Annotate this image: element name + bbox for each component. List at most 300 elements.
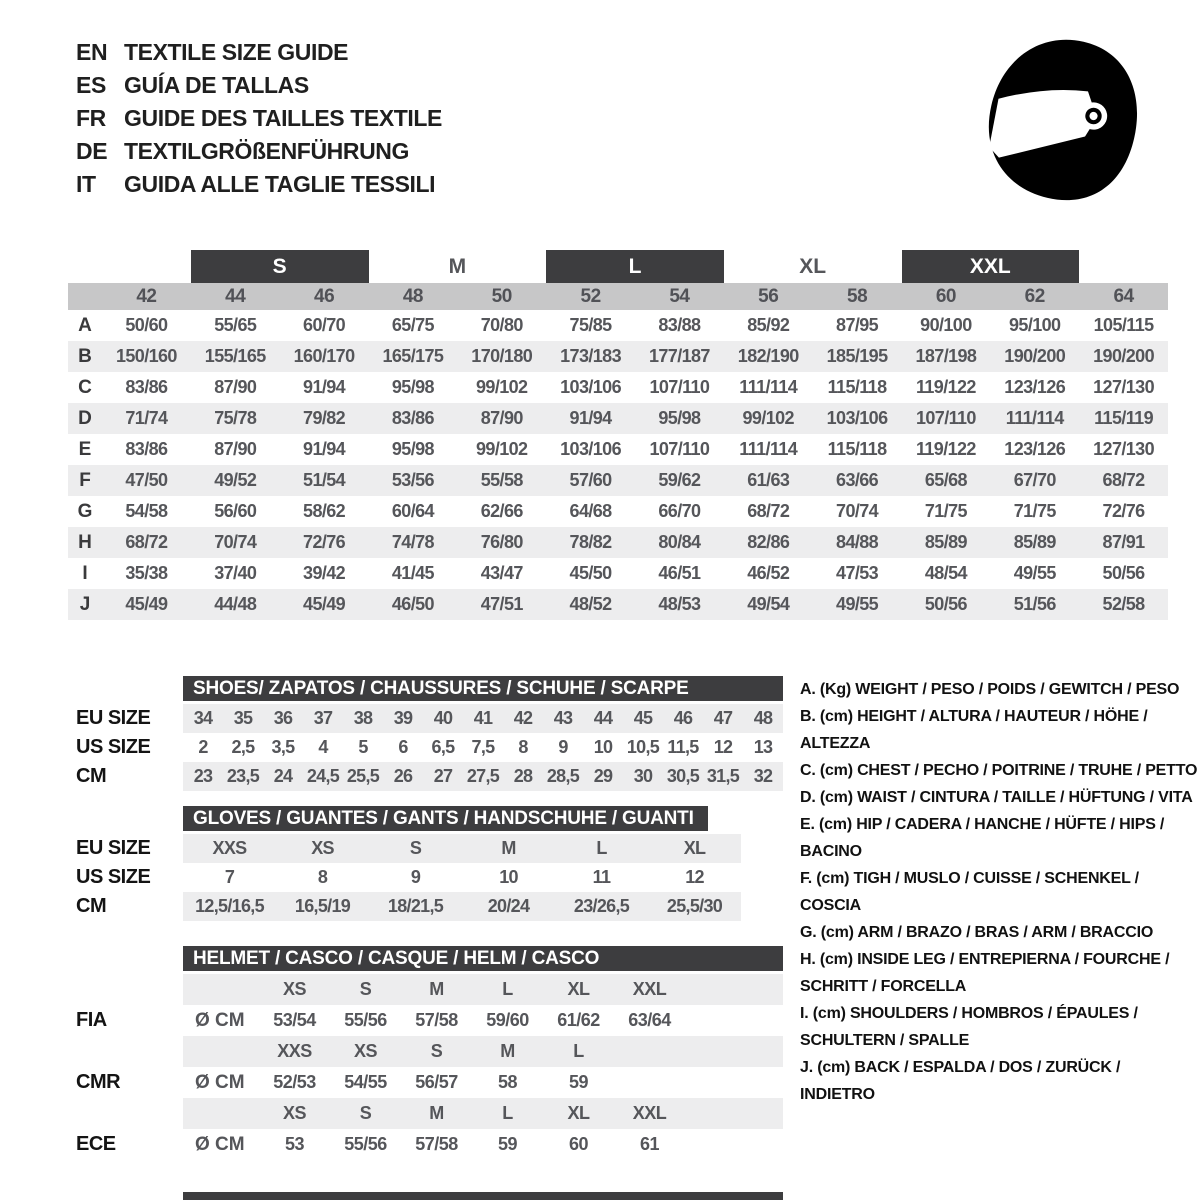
size-value: 43 bbox=[553, 708, 573, 728]
language-code: DE bbox=[76, 138, 108, 164]
numeric-size-label: 42 bbox=[136, 285, 157, 307]
size-value: 56/60 bbox=[214, 501, 257, 521]
section-row bbox=[76, 863, 741, 892]
numeric-size-label: 46 bbox=[314, 285, 335, 307]
size-value: 32 bbox=[753, 766, 773, 786]
size-group-m: M bbox=[448, 254, 467, 278]
size-value: 48/52 bbox=[569, 594, 612, 614]
size-value: 55/58 bbox=[480, 470, 523, 490]
size-value: XXS bbox=[212, 838, 247, 858]
row-label: US SIZE bbox=[76, 866, 151, 888]
size-value: 47/50 bbox=[125, 470, 168, 490]
size-value: 49/54 bbox=[747, 594, 790, 614]
size-value: 39 bbox=[393, 708, 413, 728]
size-value: 7 bbox=[224, 867, 235, 887]
helmet-size-label: XXL bbox=[632, 979, 667, 999]
size-value: 34 bbox=[193, 708, 213, 728]
size-value: 68/72 bbox=[1102, 470, 1145, 490]
standard-label: FIA bbox=[76, 1009, 107, 1031]
size-value: 45/49 bbox=[125, 594, 168, 614]
size-value: 12 bbox=[685, 867, 704, 887]
row-values bbox=[183, 1129, 783, 1160]
size-value: 74/78 bbox=[391, 532, 434, 552]
size-value: 64/68 bbox=[569, 501, 612, 521]
helmet-size-row bbox=[76, 1098, 783, 1129]
size-value: 103/106 bbox=[826, 408, 888, 428]
measurement-row-e bbox=[68, 434, 1168, 465]
size-value: 78/82 bbox=[569, 532, 612, 552]
legend-item: B. (cm) HEIGHT / ALTURA / HAUTEUR / HÖHE / ALTEZZA bbox=[800, 708, 1148, 752]
size-value: 71/75 bbox=[924, 501, 967, 521]
size-value: 41/45 bbox=[391, 563, 434, 583]
language-row bbox=[76, 36, 442, 69]
numeric-size-label: 50 bbox=[491, 285, 512, 307]
helmet-size-label: S bbox=[359, 979, 372, 999]
gloves-section bbox=[76, 806, 741, 921]
row-letter: B bbox=[78, 345, 92, 367]
size-value: 85/89 bbox=[924, 532, 967, 552]
row-letter: C bbox=[78, 376, 92, 398]
size-value: 173/183 bbox=[560, 346, 622, 366]
size-value: 7,5 bbox=[471, 737, 495, 757]
size-value: 57/58 bbox=[415, 1010, 458, 1030]
measurement-row-d bbox=[68, 403, 1168, 434]
helmet-size-row bbox=[76, 1036, 783, 1067]
gloves-section-header: GLOVES / GUANTES / GANTS / HANDSCHUHE / GUANTI bbox=[183, 806, 708, 831]
size-value: 87/90 bbox=[214, 439, 257, 459]
size-value: 107/110 bbox=[649, 439, 710, 459]
size-value: 25,5 bbox=[346, 766, 380, 786]
unit-spacer bbox=[183, 974, 259, 1005]
helmet-size-label: L bbox=[502, 1103, 513, 1123]
legend-item: C. (cm) CHEST / PECHO / POITRINE / TRUHE / PETTO bbox=[800, 762, 1198, 779]
row-values bbox=[183, 762, 783, 791]
size-value: 91/94 bbox=[303, 439, 346, 459]
size-value: 91/94 bbox=[569, 408, 612, 428]
shoes-rows bbox=[76, 704, 783, 791]
helmet-size-label: M bbox=[500, 1041, 515, 1061]
size-value: 80/84 bbox=[658, 532, 701, 552]
measurement-row-h bbox=[68, 527, 1168, 558]
standard-label: CMR bbox=[76, 1071, 121, 1093]
size-value: 155/165 bbox=[204, 346, 266, 366]
legend-item: A. (Kg) WEIGHT / PESO / POIDS / GEWITCH / PESO bbox=[800, 681, 1180, 698]
helmet-size-label: XXS bbox=[277, 1041, 312, 1061]
size-value: 60 bbox=[568, 1134, 589, 1154]
size-value: 53/56 bbox=[391, 470, 434, 490]
size-value: 107/110 bbox=[649, 377, 710, 397]
size-value: 72/76 bbox=[303, 532, 346, 552]
size-value: 51/56 bbox=[1013, 594, 1056, 614]
helmet-size-label: XS bbox=[282, 979, 306, 999]
size-value: 47 bbox=[713, 708, 733, 728]
size-value: 12 bbox=[713, 737, 733, 757]
size-value: 127/130 bbox=[1093, 439, 1155, 459]
legend-item: F. (cm) TIGH / MUSLO / CUISSE / SCHENKEL / COSCIA bbox=[800, 870, 1139, 914]
size-value: 55/56 bbox=[344, 1134, 387, 1154]
size-value: 11,5 bbox=[667, 737, 699, 757]
size-value: 29 bbox=[593, 766, 613, 786]
size-value: 103/106 bbox=[560, 439, 622, 459]
size-value: 60/70 bbox=[303, 315, 346, 335]
textile-size-table bbox=[68, 250, 1168, 620]
numeric-size-label: 58 bbox=[847, 285, 868, 307]
size-value: 44 bbox=[593, 708, 613, 728]
size-value: 53 bbox=[284, 1134, 305, 1154]
row-sizes bbox=[183, 1098, 783, 1129]
size-value: 39/42 bbox=[303, 563, 346, 583]
size-value: 61/62 bbox=[557, 1010, 600, 1030]
size-group-s: S bbox=[191, 250, 369, 283]
size-value: 49/52 bbox=[214, 470, 257, 490]
size-value: 160/170 bbox=[293, 346, 355, 366]
language-row bbox=[76, 135, 442, 168]
partial-section-bar bbox=[183, 1192, 783, 1200]
size-value: 182/190 bbox=[737, 346, 799, 366]
helmet-size-label: M bbox=[429, 1103, 444, 1123]
size-value: 46/52 bbox=[747, 563, 790, 583]
size-value: 71/74 bbox=[125, 408, 168, 428]
helmet-size-label: L bbox=[573, 1041, 584, 1061]
size-value: 59 bbox=[568, 1072, 589, 1092]
size-value: 70/74 bbox=[836, 501, 879, 521]
size-value: 8 bbox=[317, 867, 328, 887]
size-value: 53/54 bbox=[273, 1010, 316, 1030]
row-label bbox=[76, 974, 183, 1005]
row-values bbox=[183, 863, 741, 892]
size-value: 123/126 bbox=[1004, 439, 1066, 459]
size-value: 20/24 bbox=[487, 896, 530, 916]
size-value: 10,5 bbox=[626, 737, 660, 757]
size-value: 58 bbox=[497, 1072, 518, 1092]
size-value: 83/88 bbox=[658, 315, 701, 335]
size-value: 115/118 bbox=[827, 439, 887, 459]
size-value: 50/60 bbox=[125, 315, 168, 335]
size-value: 83/86 bbox=[391, 408, 434, 428]
language-row bbox=[76, 69, 442, 102]
row-values bbox=[183, 733, 783, 762]
size-value: 91/94 bbox=[303, 377, 346, 397]
legend-item: D. (cm) WAIST / CINTURA / TAILLE / HÜFTUNG / VITA bbox=[800, 789, 1193, 806]
size-value: 35 bbox=[233, 708, 253, 728]
size-value: 165/175 bbox=[382, 346, 444, 366]
language-code: ES bbox=[76, 72, 106, 98]
helmet-icon bbox=[966, 28, 1158, 210]
gloves-rows bbox=[76, 834, 741, 921]
legend-item: I. (cm) SHOULDERS / HOMBROS / ÉPAULES / SCHULTERN / SPALLE bbox=[800, 1005, 1138, 1049]
size-value: 9 bbox=[410, 867, 421, 887]
row-values bbox=[183, 1067, 783, 1098]
row-values bbox=[183, 834, 741, 863]
row-letter: I bbox=[82, 562, 88, 584]
size-value: 62/66 bbox=[480, 501, 523, 521]
size-value: 38 bbox=[353, 708, 373, 728]
size-value: 6 bbox=[398, 737, 408, 757]
helmet-size-label: XL bbox=[567, 1103, 590, 1123]
section-row bbox=[76, 704, 783, 733]
size-value: 10 bbox=[499, 867, 518, 887]
numeric-size-label: 48 bbox=[402, 285, 423, 307]
size-value: 48/53 bbox=[658, 594, 701, 614]
size-value: 12,5/16,5 bbox=[195, 896, 264, 916]
size-value: 68/72 bbox=[747, 501, 790, 521]
size-value: 46/50 bbox=[391, 594, 434, 614]
size-value: 4 bbox=[318, 737, 328, 757]
row-letter: E bbox=[78, 438, 92, 460]
size-value: 40 bbox=[433, 708, 453, 728]
size-value: 95/98 bbox=[391, 377, 434, 397]
size-value: 111/114 bbox=[739, 439, 798, 459]
row-label: CM bbox=[76, 765, 107, 787]
size-value: 119/122 bbox=[915, 377, 976, 397]
helmet-standard-row bbox=[76, 1067, 783, 1098]
size-value: 99/102 bbox=[476, 439, 528, 459]
numeric-size-label: 44 bbox=[225, 285, 246, 307]
size-value: 99/102 bbox=[476, 377, 528, 397]
measurement-row-c bbox=[68, 372, 1168, 403]
size-value: 82/86 bbox=[747, 532, 790, 552]
row-letter: H bbox=[78, 531, 92, 553]
standard-label: ECE bbox=[76, 1133, 116, 1155]
size-value: 11 bbox=[592, 867, 611, 887]
size-value: 47/53 bbox=[836, 563, 879, 583]
size-value: 25,5/30 bbox=[666, 896, 723, 916]
guide-title: GUIDE DES TAILLES TEXTILE bbox=[124, 105, 442, 131]
row-sizes bbox=[183, 1036, 783, 1067]
helmet-size-label: XS bbox=[282, 1103, 306, 1123]
size-value: 13 bbox=[753, 737, 773, 757]
unit-label: Ø CM bbox=[195, 1009, 245, 1031]
size-value: 87/90 bbox=[214, 377, 257, 397]
band-corner bbox=[68, 283, 102, 310]
size-value: 75/78 bbox=[214, 408, 257, 428]
size-value: 6,5 bbox=[431, 737, 455, 757]
unit-label: Ø CM bbox=[195, 1071, 245, 1093]
helmet-standard-row bbox=[76, 1129, 783, 1160]
legend-item: G. (cm) ARM / BRAZO / BRAS / ARM / BRACCIO bbox=[800, 924, 1154, 941]
helmet-section bbox=[76, 946, 783, 1160]
measurement-row-b bbox=[68, 341, 1168, 372]
size-value: 24,5 bbox=[306, 766, 340, 786]
size-value: XS bbox=[311, 838, 334, 858]
section-row bbox=[76, 892, 741, 921]
size-value: 46 bbox=[673, 708, 693, 728]
size-value: 87/90 bbox=[480, 408, 523, 428]
size-group-l: L bbox=[546, 250, 724, 283]
size-value: XL bbox=[683, 838, 706, 858]
size-value: 105/115 bbox=[1093, 315, 1154, 335]
size-value: 8 bbox=[518, 737, 528, 757]
size-value: 50/56 bbox=[1102, 563, 1145, 583]
size-value: S bbox=[409, 838, 422, 858]
helmet-size-label: L bbox=[502, 979, 513, 999]
unit-label: Ø CM bbox=[195, 1133, 245, 1155]
helmet-rows bbox=[76, 974, 783, 1160]
row-values bbox=[183, 1005, 783, 1036]
row-sizes bbox=[183, 974, 783, 1005]
size-value: 72/76 bbox=[1102, 501, 1145, 521]
row-label: EU SIZE bbox=[76, 837, 151, 859]
size-value: 28,5 bbox=[546, 766, 580, 786]
row-letter: J bbox=[79, 593, 91, 615]
size-value: 190/200 bbox=[1004, 346, 1066, 366]
helmet-standard-row bbox=[76, 1005, 783, 1036]
size-value: 10 bbox=[593, 737, 613, 757]
measurement-row-a bbox=[68, 310, 1168, 341]
size-value: 170/180 bbox=[471, 346, 533, 366]
helmet-size-label: S bbox=[430, 1041, 443, 1061]
size-value: 95/98 bbox=[658, 408, 701, 428]
size-value: 65/75 bbox=[391, 315, 434, 335]
size-group-xl: XL bbox=[799, 254, 827, 278]
size-value: 52/58 bbox=[1102, 594, 1145, 614]
row-letter: F bbox=[79, 469, 91, 491]
size-value: 27 bbox=[433, 766, 453, 786]
size-value: 35/38 bbox=[125, 563, 168, 583]
size-value: 70/80 bbox=[480, 315, 523, 335]
size-value: 60/64 bbox=[391, 501, 434, 521]
size-value: 57/58 bbox=[415, 1134, 458, 1154]
measurement-rows bbox=[68, 310, 1168, 620]
guide-title: TEXTILE SIZE GUIDE bbox=[124, 39, 349, 65]
size-value: 99/102 bbox=[742, 408, 794, 428]
size-value: 55/65 bbox=[214, 315, 257, 335]
numeric-size-label: 60 bbox=[935, 285, 956, 307]
size-value: 50/56 bbox=[924, 594, 967, 614]
language-code: FR bbox=[76, 105, 106, 131]
size-value: 24 bbox=[273, 766, 293, 786]
size-value: 31,5 bbox=[706, 766, 740, 786]
size-value: 27,5 bbox=[466, 766, 500, 786]
size-group-xxl: XXL bbox=[902, 250, 1080, 283]
size-value: 9 bbox=[558, 737, 568, 757]
size-value: 68/72 bbox=[125, 532, 168, 552]
size-value: 5 bbox=[358, 737, 368, 757]
size-value: 187/198 bbox=[915, 346, 977, 366]
size-value: 83/86 bbox=[125, 377, 168, 397]
size-value: 48/54 bbox=[924, 563, 967, 583]
size-value: 30 bbox=[633, 766, 653, 786]
size-value: 63/66 bbox=[836, 470, 879, 490]
row-letter: A bbox=[78, 314, 92, 336]
section-row bbox=[76, 834, 741, 863]
size-value: 61/63 bbox=[747, 470, 790, 490]
size-value: 75/85 bbox=[569, 315, 612, 335]
size-value: 43/47 bbox=[480, 563, 523, 583]
row-values bbox=[183, 892, 741, 921]
helmet-size-label: XS bbox=[353, 1041, 377, 1061]
size-value: L bbox=[596, 838, 607, 858]
guide-title: TEXTILGRÖßENFÜHRUNG bbox=[124, 138, 409, 164]
guide-title: GUIDA ALLE TAGLIE TESSILI bbox=[124, 171, 436, 197]
row-letter: D bbox=[78, 407, 92, 429]
size-value: 119/122 bbox=[915, 439, 976, 459]
size-value: 45 bbox=[633, 708, 653, 728]
size-value: 51/54 bbox=[303, 470, 346, 490]
size-value: 111/114 bbox=[739, 377, 798, 397]
numeric-size-label: 54 bbox=[669, 285, 690, 307]
language-code: IT bbox=[76, 171, 96, 197]
measurement-row-j bbox=[68, 589, 1168, 620]
size-value: 150/160 bbox=[115, 346, 177, 366]
size-value: 107/110 bbox=[915, 408, 976, 428]
size-value: 55/56 bbox=[344, 1010, 387, 1030]
helmet-section-header: HELMET / CASCO / CASQUE / HELM / CASCO bbox=[183, 946, 783, 971]
unit-spacer bbox=[183, 1098, 259, 1129]
size-value: 16,5/19 bbox=[294, 896, 351, 916]
size-value: 123/126 bbox=[1004, 377, 1066, 397]
shoes-section bbox=[76, 676, 783, 791]
size-value: 46/51 bbox=[658, 563, 701, 583]
size-value: 87/91 bbox=[1102, 532, 1145, 552]
unit-spacer bbox=[183, 1036, 259, 1067]
size-value: 41 bbox=[473, 708, 493, 728]
size-value: 190/200 bbox=[1093, 346, 1155, 366]
helmet-size-label: XL bbox=[567, 979, 590, 999]
size-value: 177/187 bbox=[648, 346, 710, 366]
size-value: 65/68 bbox=[924, 470, 967, 490]
numeric-size-label: 56 bbox=[758, 285, 779, 307]
size-value: 59/60 bbox=[486, 1010, 529, 1030]
size-value: 54/58 bbox=[125, 501, 168, 521]
section-row bbox=[76, 733, 783, 762]
size-value: 42 bbox=[513, 708, 533, 728]
language-row bbox=[76, 168, 442, 201]
size-value: 23/26,5 bbox=[573, 896, 630, 916]
size-value: 23,5 bbox=[226, 766, 260, 786]
row-label bbox=[76, 1036, 183, 1067]
size-value: 30,5 bbox=[666, 766, 700, 786]
size-value: 45/49 bbox=[303, 594, 346, 614]
size-value: 85/89 bbox=[1013, 532, 1056, 552]
size-value: 85/92 bbox=[747, 315, 790, 335]
size-value: 45/50 bbox=[569, 563, 612, 583]
size-value: 67/70 bbox=[1013, 470, 1056, 490]
size-value: 37/40 bbox=[214, 563, 257, 583]
helmet-size-label: M bbox=[429, 979, 444, 999]
size-value: 90/100 bbox=[920, 315, 972, 335]
size-value: 66/70 bbox=[658, 501, 701, 521]
size-value: 57/60 bbox=[569, 470, 612, 490]
size-value: 48 bbox=[753, 708, 773, 728]
size-value: 115/119 bbox=[1094, 408, 1154, 428]
legend-item: H. (cm) INSIDE LEG / ENTREPIERNA / FOURCHE / SCHRITT / FORCELLA bbox=[800, 951, 1170, 995]
row-letter: G bbox=[77, 500, 93, 522]
size-value: 2,5 bbox=[231, 737, 255, 757]
size-value: 70/74 bbox=[214, 532, 257, 552]
size-value: 44/48 bbox=[214, 594, 257, 614]
size-value: 58/62 bbox=[303, 501, 346, 521]
language-code: EN bbox=[76, 39, 108, 65]
helmet-size-label: XXL bbox=[632, 1103, 667, 1123]
size-value: 2 bbox=[198, 737, 208, 757]
size-value: 95/98 bbox=[391, 439, 434, 459]
size-value: 56/57 bbox=[415, 1072, 458, 1092]
measurement-row-i bbox=[68, 558, 1168, 589]
size-value: 127/130 bbox=[1093, 377, 1155, 397]
size-value: 95/100 bbox=[1009, 315, 1061, 335]
size-value: 76/80 bbox=[480, 532, 523, 552]
size-value: 37 bbox=[313, 708, 333, 728]
size-value: 28 bbox=[513, 766, 533, 786]
size-value: M bbox=[501, 838, 516, 858]
size-value: 36 bbox=[273, 708, 293, 728]
guide-title: GUÍA DE TALLAS bbox=[124, 72, 309, 98]
numeric-size-band bbox=[68, 283, 1168, 310]
helmet-size-row bbox=[76, 974, 783, 1005]
size-value: 83/86 bbox=[125, 439, 168, 459]
size-value: 3,5 bbox=[271, 737, 295, 757]
